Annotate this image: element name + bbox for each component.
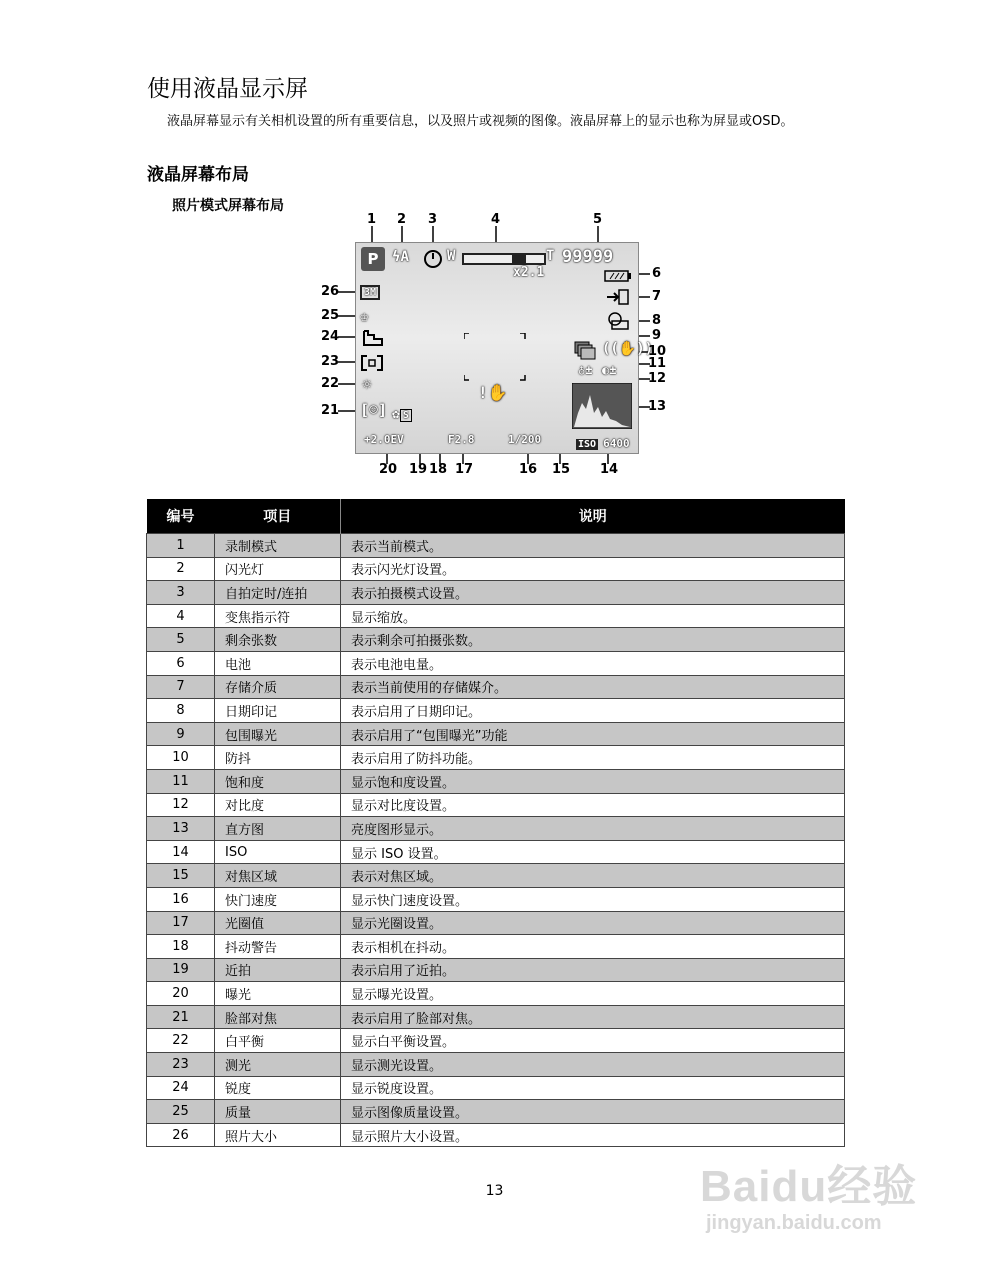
row-number: 4 [147,604,215,628]
row-item: 存储介质 [215,675,341,699]
iso-label: ISO [578,439,597,450]
callout-22: 22 [321,376,340,391]
battery-icon [604,270,632,282]
metering-icon [360,354,384,372]
row-item: 白平衡 [215,1029,341,1053]
table-row [147,1100,845,1124]
callout-24: 24 [321,329,340,344]
page-number: 13 [485,1183,504,1199]
row-item: 对焦区域 [215,864,341,888]
focus-area-frame [464,333,526,381]
callout-5: 5 [593,212,603,227]
row-item: 电池 [215,651,341,675]
table-row [147,982,845,1006]
row-item: 录制模式 [215,534,341,558]
shutter-speed: 1/200 [508,433,542,446]
callout-21: 21 [321,403,340,418]
row-description: 表示启用了“包围曝光”功能 [341,722,845,746]
row-number: 20 [147,982,215,1006]
zoom-wide-label: W [447,248,456,264]
page-heading: 使用液晶显示屏 [147,76,308,102]
row-description: 表示启用了脸部对焦。 [341,1005,845,1029]
row-description: 显示测光设置。 [341,1053,845,1077]
callout-2: 2 [397,212,407,227]
table-row [147,1076,845,1100]
table-row [147,675,845,699]
row-description: 显示曝光设置。 [341,982,845,1006]
row-description: 显示 ISO 设置。 [341,840,845,864]
date-stamp-icon [606,311,630,331]
table-row [147,557,845,581]
row-item: 变焦指示符 [215,604,341,628]
white-balance-icon: ☼ [362,375,372,394]
row-description: 显示光圈设置。 [341,911,845,935]
callout-14: 14 [600,462,619,477]
aperture-value: F2.8 [448,433,475,446]
table-row [147,699,845,723]
row-description: 表示启用了近拍。 [341,958,845,982]
row-number: 16 [147,887,215,911]
callout-4: 4 [491,212,501,227]
table-header-row [147,499,845,534]
header-description: 说明 [341,499,845,534]
row-number: 18 [147,935,215,959]
flash-icon [392,249,409,265]
row-number: 1 [147,534,215,558]
table-row [147,604,845,628]
row-description: 表示拍摄模式设置。 [341,581,845,605]
row-number: 2 [147,557,215,581]
callout-26: 26 [321,284,340,299]
flash-bolt-glyph: ϟ [392,249,401,265]
row-description: 表示相机在抖动。 [341,935,845,959]
callout-1: 1 [367,212,377,227]
row-number: 11 [147,769,215,793]
sharpness-icon [362,329,384,347]
exposure-value: +2.0EV [364,433,404,446]
row-description: 显示白平衡设置。 [341,1029,845,1053]
table-row [147,534,845,558]
row-item: 日期印记 [215,699,341,723]
row-description: 表示剩余可拍摄张数。 [341,628,845,652]
bracketing-icon [574,341,598,361]
row-item: 近拍 [215,958,341,982]
callout-10: 10 [648,344,667,359]
callout-3: 3 [428,212,438,227]
row-item: 质量 [215,1100,341,1124]
iso-value: 6400 [603,437,630,450]
row-number: 10 [147,746,215,770]
table-row [147,840,845,864]
row-description: 表示闪光灯设置。 [341,557,845,581]
callout-11: 11 [648,356,667,371]
contrast-icon: ◐± [602,363,617,377]
callout-8: 8 [652,313,662,328]
watermark [700,1150,940,1250]
callout-6: 6 [652,266,662,281]
row-description: 显示照片大小设置。 [341,1123,845,1147]
lcd-screen [355,242,654,454]
photo-size-icon: 3M [360,285,380,300]
row-description: 显示缩放。 [341,604,845,628]
table-row [147,935,845,959]
program-mode-icon: P [361,247,385,271]
subsection-title: 照片模式屏幕布局 [172,198,284,214]
saturation-icon: ♁± [578,363,593,377]
histogram-icon [572,383,632,429]
row-item: 剩余张数 [215,628,341,652]
remaining-shots: 99999 [562,247,614,267]
watermark-url: jingyan.baidu.com [706,1212,882,1234]
row-description: 表示电池电量。 [341,651,845,675]
table-row [147,628,845,652]
callout-15: 15 [552,462,571,477]
callout-19: 19 [409,462,428,477]
row-number: 23 [147,1053,215,1077]
row-item: 对比度 [215,793,341,817]
watermark-logo: Baidu经验 [700,1162,918,1211]
row-description: 显示图像质量设置。 [341,1100,845,1124]
row-item: 闪光灯 [215,557,341,581]
row-number: 15 [147,864,215,888]
row-number: 12 [147,793,215,817]
table-row [147,793,845,817]
row-number: 7 [147,675,215,699]
section-title: 液晶屏幕布局 [147,165,249,185]
header-number: 编号 [147,499,215,534]
row-number: 17 [147,911,215,935]
row-item: 饱和度 [215,769,341,793]
table-row [147,769,845,793]
table-row [147,911,845,935]
row-item: 抖动警告 [215,935,341,959]
table-row [147,722,845,746]
row-number: 5 [147,628,215,652]
macro-icon: ✿ S [392,407,412,422]
callout-12: 12 [648,371,667,386]
table-row [147,817,845,841]
row-number: 13 [147,817,215,841]
table-row [147,1053,845,1077]
callout-9: 9 [652,328,662,343]
row-number: 14 [147,840,215,864]
row-number: 25 [147,1100,215,1124]
callout-18: 18 [429,462,448,477]
table-row [147,746,845,770]
self-timer-icon [422,248,444,268]
table-row [147,1123,845,1147]
osd-items-table [146,499,845,1147]
callout-23: 23 [321,354,340,369]
anti-shake-icon: ((✋)) [602,341,654,357]
lcd-layout-diagram [315,212,675,482]
row-number: 22 [147,1029,215,1053]
zoom-ratio: x2.1 [513,265,545,280]
row-number: 3 [147,581,215,605]
row-item: 包围曝光 [215,722,341,746]
row-number: 26 [147,1123,215,1147]
row-description: 表示当前使用的存储媒介。 [341,675,845,699]
row-item: 脸部对焦 [215,1005,341,1029]
iso-display [576,432,630,451]
face-focus-icon: [☺] [360,401,388,419]
shake-warning-icon: !✋ [478,383,508,402]
table-row [147,1029,845,1053]
storage-media-icon [606,288,630,306]
callout-13: 13 [648,399,667,414]
row-description: 表示当前模式。 [341,534,845,558]
table-row [147,651,845,675]
zoom-bar [462,253,546,265]
header-item: 项目 [215,499,341,534]
row-item: 照片大小 [215,1123,341,1147]
row-item: 测光 [215,1053,341,1077]
table-row [147,864,845,888]
row-item: ISO [215,840,341,864]
row-number: 19 [147,958,215,982]
row-item: 快门速度 [215,887,341,911]
row-item: 直方图 [215,817,341,841]
row-number: 21 [147,1005,215,1029]
row-description: 显示快门速度设置。 [341,887,845,911]
flash-mode-letter: A [400,249,409,265]
row-item: 自拍定时/连拍 [215,581,341,605]
table-row [147,958,845,982]
row-number: 24 [147,1076,215,1100]
table-row [147,1005,845,1029]
quality-icon: ♔ [360,309,369,325]
row-item: 防抖 [215,746,341,770]
row-number: 9 [147,722,215,746]
row-description: 表示启用了防抖功能。 [341,746,845,770]
zoom-tele-label: T [546,248,555,264]
callout-16: 16 [519,462,538,477]
row-number: 8 [147,699,215,723]
row-description: 亮度图形显示。 [341,817,845,841]
row-description: 显示锐度设置。 [341,1076,845,1100]
callout-20: 20 [379,462,398,477]
intro-paragraph: 液晶屏幕显示有关相机设置的所有重要信息，以及照片或视频的图像。液晶屏幕上的显示也称为屏显或OSD。 [167,114,794,129]
row-item: 光圈值 [215,911,341,935]
row-description: 表示对焦区域。 [341,864,845,888]
callout-7: 7 [652,289,662,304]
table-row [147,887,845,911]
zoom-bar-thumb [512,255,526,263]
row-description: 表示启用了日期印记。 [341,699,845,723]
row-number: 6 [147,651,215,675]
row-item: 曝光 [215,982,341,1006]
callout-25: 25 [321,308,340,323]
row-description: 显示饱和度设置。 [341,769,845,793]
row-item: 锐度 [215,1076,341,1100]
table-row [147,581,845,605]
callout-17: 17 [455,462,474,477]
row-description: 显示对比度设置。 [341,793,845,817]
